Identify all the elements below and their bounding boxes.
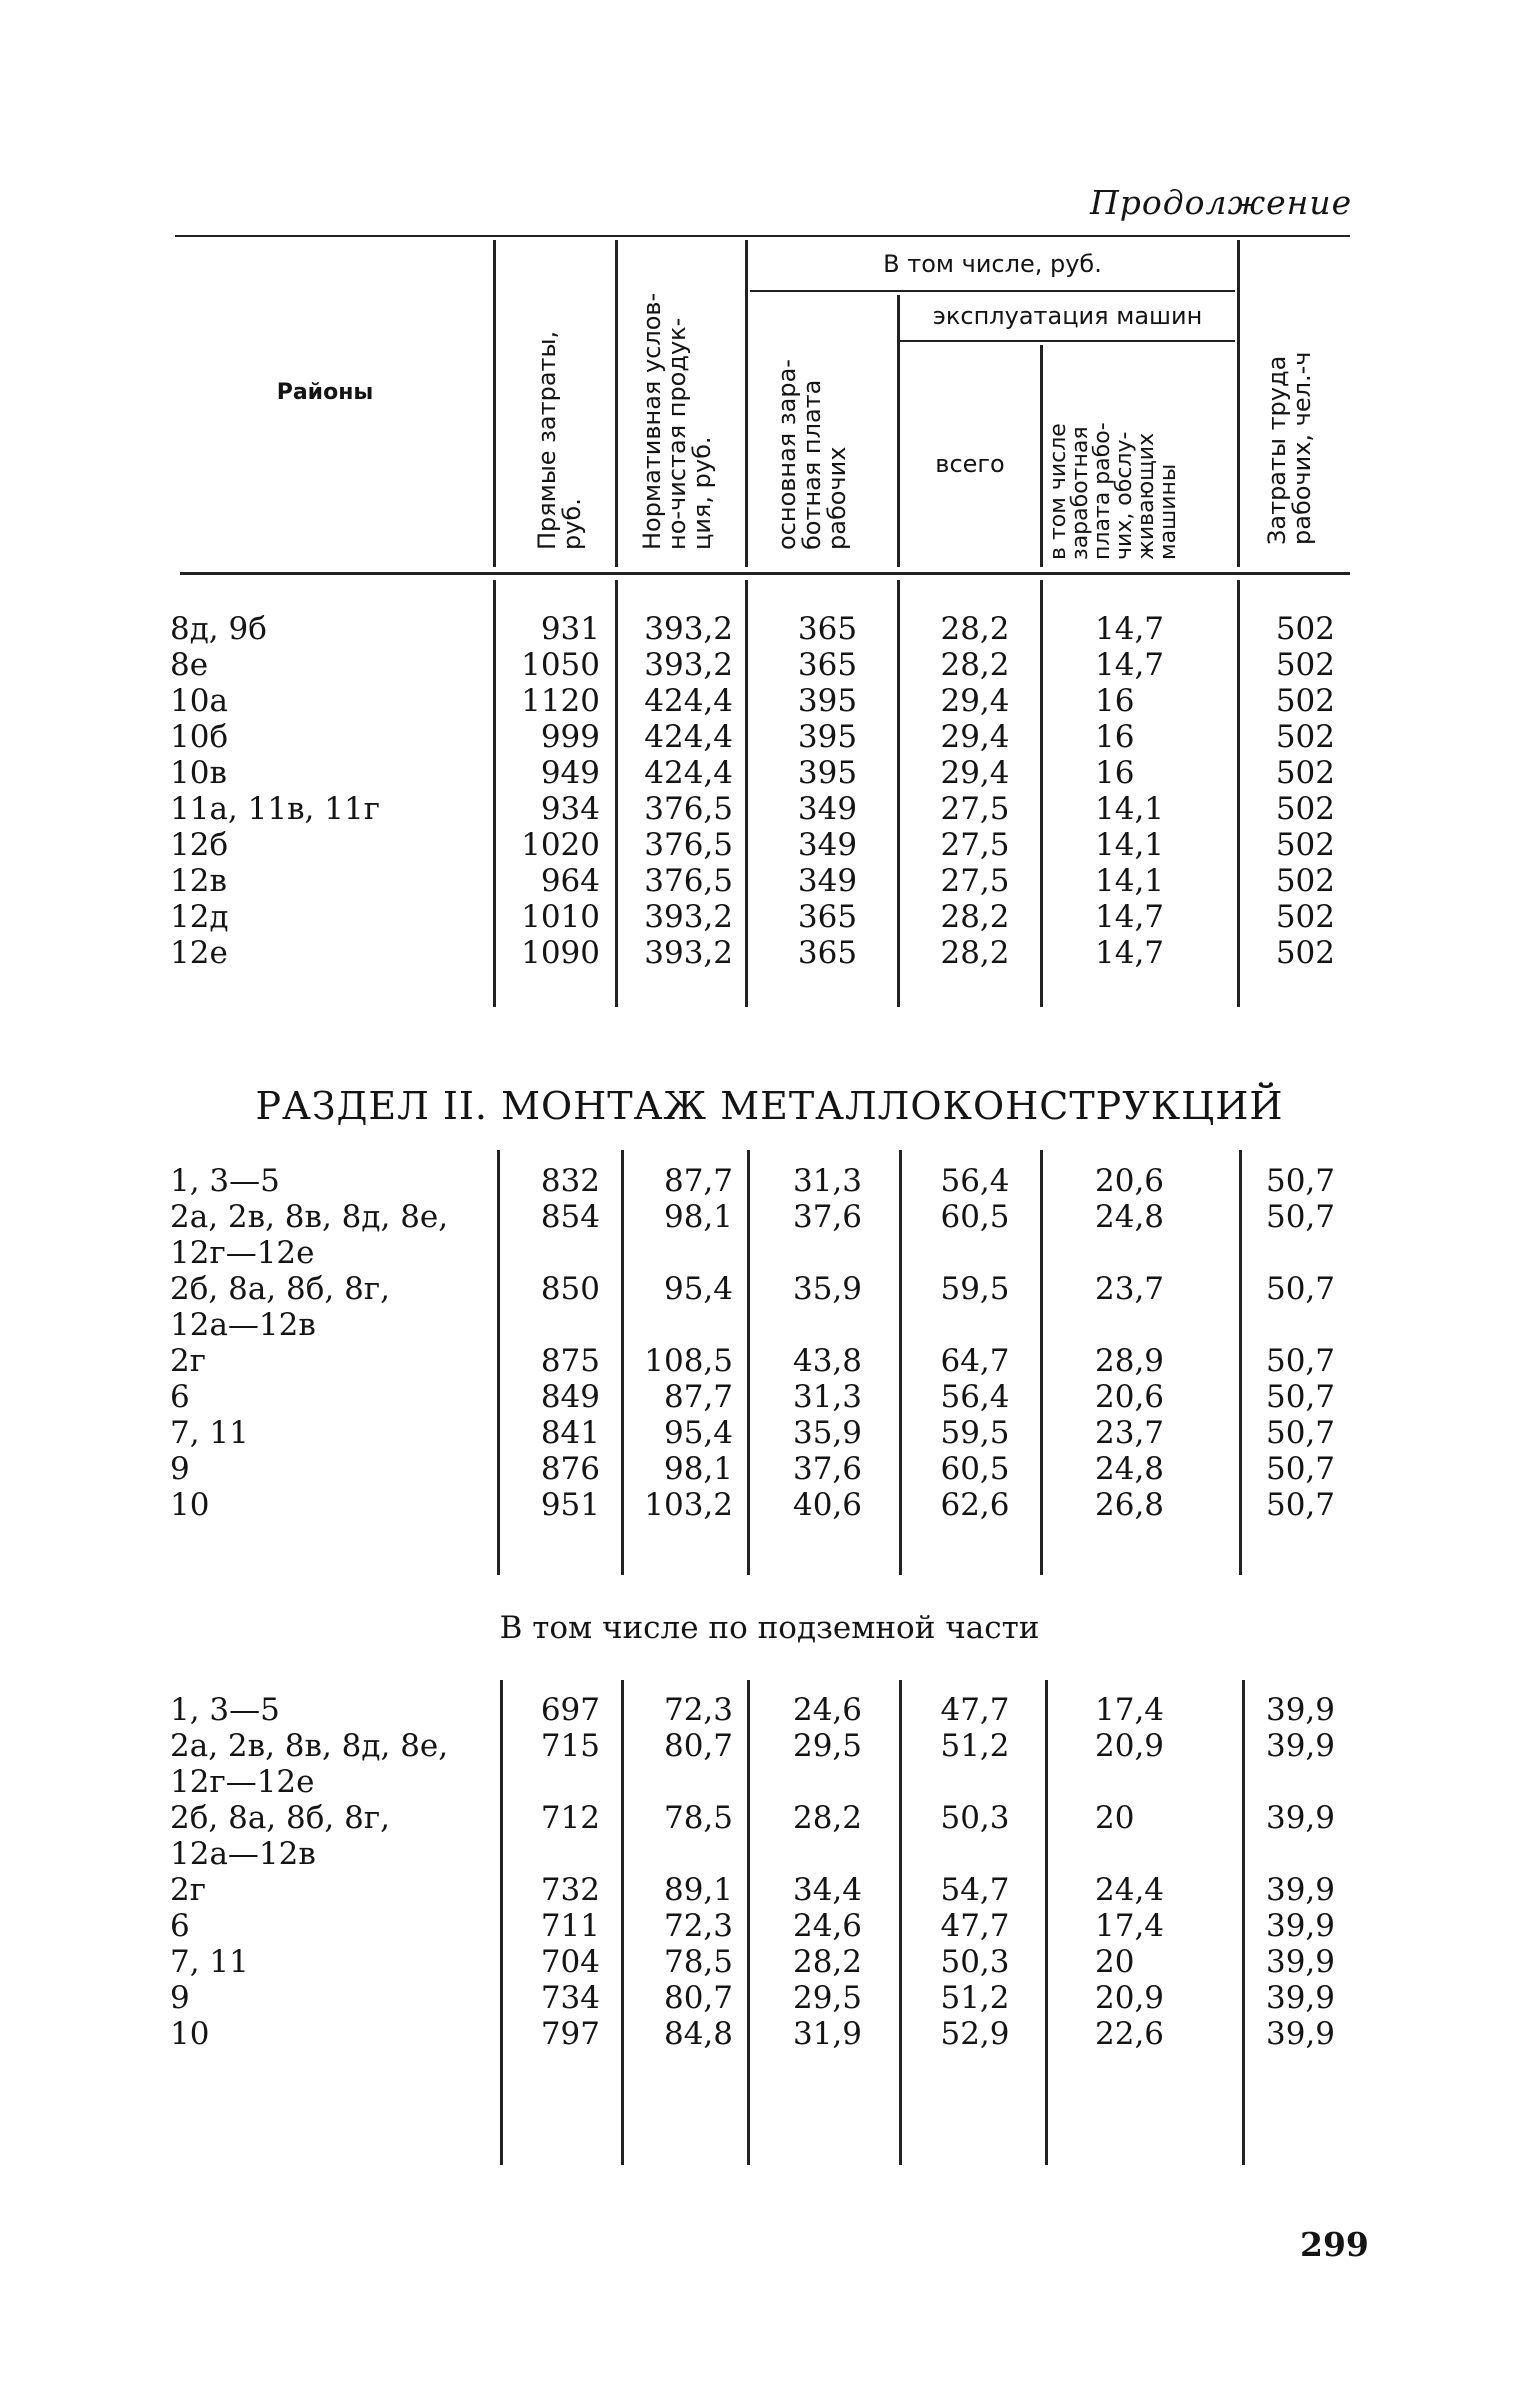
base-wage-cell: 365 — [797, 611, 858, 647]
labor-cell: 39,9 — [1265, 1980, 1335, 2016]
net-product-cell: 424,4 — [644, 683, 733, 719]
region-cell: 12в — [170, 863, 227, 899]
region-cell: 9 — [170, 1980, 190, 2016]
direct-costs-cell: 1120 — [521, 683, 600, 719]
machine-wage-cell: 26,8 — [1095, 1487, 1165, 1523]
machine-wage-cell: 24,4 — [1095, 1872, 1165, 1908]
labor-cell: 502 — [1275, 719, 1335, 755]
table-row — [0, 683, 1539, 719]
table-row — [0, 791, 1539, 827]
region-cell: 6 — [170, 1908, 190, 1944]
base-wage-cell: 31,3 — [792, 1163, 863, 1199]
net-product-cell: 424,4 — [644, 755, 733, 791]
machine-total-cell: 29,4 — [940, 719, 1010, 755]
net-product-cell: 98,1 — [663, 1199, 733, 1235]
machine-wage-cell: 20 — [1095, 1800, 1135, 1836]
net-product-cell: 393,2 — [644, 611, 733, 647]
region-cell: 8е — [170, 647, 209, 683]
page-number: 299 — [1300, 2225, 1369, 2264]
table-row — [0, 1487, 1539, 1523]
header-zp-line5: живающих — [1134, 432, 1159, 560]
region-cell: 12а—12в — [170, 1307, 316, 1343]
net-product-cell: 393,2 — [644, 935, 733, 971]
labor-cell: 39,9 — [1265, 1872, 1335, 1908]
base-wage-cell: 29,5 — [792, 1728, 863, 1764]
header-osnovnaya-line2: ботная плата — [798, 379, 826, 550]
region-cell: 12д — [170, 899, 229, 935]
machine-wage-cell: 14,7 — [1095, 647, 1165, 683]
header-osnovnaya — [775, 359, 850, 550]
net-product-cell: 424,4 — [644, 719, 733, 755]
table-row — [0, 1271, 1539, 1307]
header-rayony: Районы — [276, 380, 374, 405]
base-wage-cell: 349 — [797, 791, 858, 827]
base-wage-cell: 43,8 — [792, 1343, 863, 1379]
base-wage-cell: 28,2 — [792, 1800, 863, 1836]
base-wage-cell: 349 — [797, 863, 858, 899]
region-cell: 12б — [170, 827, 229, 863]
labor-cell: 50,7 — [1265, 1487, 1335, 1523]
header-vline-3 — [745, 240, 748, 567]
labor-cell: 39,9 — [1265, 1800, 1335, 1836]
net-product-cell: 98,1 — [663, 1451, 733, 1487]
labor-cell: 502 — [1275, 683, 1335, 719]
direct-costs-cell: 951 — [540, 1487, 600, 1523]
labor-cell: 39,9 — [1265, 1944, 1335, 1980]
base-wage-cell: 37,6 — [792, 1199, 863, 1235]
machine-wage-cell: 17,4 — [1095, 1908, 1165, 1944]
base-wage-cell: 37,6 — [792, 1451, 863, 1487]
base-wage-cell: 395 — [797, 683, 858, 719]
direct-costs-cell: 832 — [540, 1163, 600, 1199]
direct-costs-cell: 850 — [540, 1271, 600, 1307]
region-cell: 12г—12е — [170, 1764, 315, 1800]
direct-costs-cell: 964 — [540, 863, 600, 899]
base-wage-cell: 29,5 — [792, 1980, 863, 2016]
base-wage-cell: 35,9 — [792, 1415, 863, 1451]
table-row — [0, 1728, 1539, 1764]
header-normativnaya-line1: Нормативная услов- — [638, 292, 666, 550]
direct-costs-cell: 931 — [540, 611, 600, 647]
labor-cell: 502 — [1275, 611, 1335, 647]
table-row — [0, 1235, 1539, 1271]
machine-total-cell: 60,5 — [940, 1199, 1010, 1235]
table-row — [0, 2016, 1539, 2052]
region-cell: 10б — [170, 719, 229, 755]
net-product-cell: 72,3 — [663, 1692, 733, 1728]
table-row — [0, 899, 1539, 935]
machine-wage-cell: 14,1 — [1095, 827, 1165, 863]
machine-total-cell: 27,5 — [940, 827, 1010, 863]
machine-wage-cell: 20,9 — [1095, 1728, 1165, 1764]
labor-cell: 502 — [1275, 935, 1335, 971]
region-cell: 12е — [170, 935, 228, 971]
labor-cell: 502 — [1275, 863, 1335, 899]
direct-costs-cell: 949 — [540, 755, 600, 791]
machine-total-cell: 27,5 — [940, 791, 1010, 827]
region-cell: 2а, 2в, 8в, 8д, 8е, — [170, 1728, 449, 1764]
base-wage-cell: 349 — [797, 827, 858, 863]
labor-cell: 502 — [1275, 647, 1335, 683]
base-wage-cell: 24,6 — [792, 1908, 863, 1944]
table-row — [0, 647, 1539, 683]
net-product-cell: 78,5 — [663, 1800, 733, 1836]
table-row — [0, 755, 1539, 791]
net-product-cell: 80,7 — [663, 1728, 733, 1764]
table-row — [0, 611, 1539, 647]
direct-costs-cell: 697 — [540, 1692, 600, 1728]
region-cell: 2а, 2в, 8в, 8д, 8е, — [170, 1199, 449, 1235]
net-product-cell: 72,3 — [663, 1908, 733, 1944]
machine-total-cell: 59,5 — [940, 1415, 1010, 1451]
machine-wage-cell: 20,6 — [1095, 1379, 1165, 1415]
header-vline-4 — [897, 295, 900, 567]
machine-wage-cell: 16 — [1095, 683, 1135, 719]
region-cell: 9 — [170, 1451, 190, 1487]
labor-cell: 50,7 — [1265, 1415, 1335, 1451]
labor-cell: 502 — [1275, 827, 1335, 863]
net-product-cell: 376,5 — [644, 863, 733, 899]
region-cell: 12г—12е — [170, 1235, 315, 1271]
machine-total-cell: 54,7 — [940, 1872, 1010, 1908]
region-cell: 1, 3—5 — [170, 1692, 280, 1728]
region-cell: 2г — [170, 1343, 206, 1379]
direct-costs-cell: 934 — [540, 791, 600, 827]
direct-costs-cell: 1050 — [521, 647, 600, 683]
header-bottom-rule — [180, 572, 1350, 575]
region-cell: 10 — [170, 2016, 210, 2052]
region-cell: 7, 11 — [170, 1944, 249, 1980]
machine-wage-cell: 16 — [1095, 755, 1135, 791]
direct-costs-cell: 999 — [540, 719, 600, 755]
machine-total-cell: 56,4 — [940, 1163, 1010, 1199]
header-v-tom-chisle: В том числе, руб. — [883, 250, 1102, 278]
header-vline-5 — [1040, 345, 1043, 567]
table-row — [0, 1451, 1539, 1487]
direct-costs-cell: 715 — [540, 1728, 600, 1764]
machine-total-cell: 60,5 — [940, 1451, 1010, 1487]
header-sub-rule-1 — [750, 290, 1235, 292]
base-wage-cell: 34,4 — [792, 1872, 863, 1908]
machine-total-cell: 28,2 — [940, 899, 1010, 935]
header-zp-line1: в том числе — [1046, 423, 1071, 560]
machine-total-cell: 56,4 — [940, 1379, 1010, 1415]
machine-total-cell: 29,4 — [940, 683, 1010, 719]
net-product-cell: 80,7 — [663, 1980, 733, 2016]
net-product-cell: 393,2 — [644, 899, 733, 935]
direct-costs-cell: 876 — [540, 1451, 600, 1487]
header-osnovnaya-line3: рабочих — [823, 446, 851, 550]
machine-wage-cell: 14,1 — [1095, 791, 1165, 827]
machine-total-cell: 59,5 — [940, 1271, 1010, 1307]
table-row — [0, 1908, 1539, 1944]
table-row — [0, 1199, 1539, 1235]
direct-costs-cell: 704 — [540, 1944, 600, 1980]
header-ekspluatatsiya: эксплуатация машин — [932, 302, 1203, 330]
header-zatraty-truda — [1265, 352, 1315, 545]
header-zatraty-line1: Затраты труда — [1263, 355, 1291, 545]
continuation-label: Продолжение — [1090, 183, 1353, 222]
table-row — [0, 1944, 1539, 1980]
table-row — [0, 1415, 1539, 1451]
base-wage-cell: 395 — [797, 719, 858, 755]
table-row — [0, 719, 1539, 755]
machine-total-cell: 47,7 — [940, 1908, 1010, 1944]
section-title: РАЗДЕЛ II. МОНТАЖ МЕТАЛЛОКОНСТРУКЦИЙ — [255, 1084, 1284, 1128]
direct-costs-cell: 849 — [540, 1379, 600, 1415]
region-cell: 10в — [170, 755, 227, 791]
header-vline-2 — [615, 240, 618, 567]
machine-wage-cell: 23,7 — [1095, 1271, 1165, 1307]
subsection-title: В том числе по подземной части — [499, 1610, 1040, 1646]
table-row — [0, 1307, 1539, 1343]
direct-costs-cell: 875 — [540, 1343, 600, 1379]
direct-costs-cell: 732 — [540, 1872, 600, 1908]
machine-wage-cell: 14,7 — [1095, 611, 1165, 647]
header-pryamye — [535, 331, 585, 550]
net-product-cell: 376,5 — [644, 791, 733, 827]
machine-wage-cell: 20,6 — [1095, 1163, 1165, 1199]
base-wage-cell: 24,6 — [792, 1692, 863, 1728]
table-row — [0, 1836, 1539, 1872]
header-pryamye-line2: руб. — [558, 498, 586, 550]
region-cell: 1, 3—5 — [170, 1163, 280, 1199]
base-wage-cell: 365 — [797, 899, 858, 935]
header-normativnaya — [640, 293, 715, 550]
direct-costs-cell: 1090 — [521, 935, 600, 971]
labor-cell: 502 — [1275, 791, 1335, 827]
region-cell: 2г — [170, 1872, 206, 1908]
region-cell: 8д, 9б — [170, 611, 267, 647]
net-product-cell: 78,5 — [663, 1944, 733, 1980]
base-wage-cell: 395 — [797, 755, 858, 791]
labor-cell: 39,9 — [1265, 1728, 1335, 1764]
region-cell: 10 — [170, 1487, 210, 1523]
machine-wage-cell: 22,6 — [1095, 2016, 1165, 2052]
table-row — [0, 935, 1539, 971]
table-row — [0, 1764, 1539, 1800]
machine-total-cell: 50,3 — [940, 1800, 1010, 1836]
net-product-cell: 89,1 — [663, 1872, 733, 1908]
machine-total-cell: 28,2 — [940, 935, 1010, 971]
labor-cell: 50,7 — [1265, 1271, 1335, 1307]
machine-wage-cell: 14,1 — [1095, 863, 1165, 899]
machine-wage-cell: 14,7 — [1095, 935, 1165, 971]
machine-total-cell: 50,3 — [940, 1944, 1010, 1980]
direct-costs-cell: 854 — [540, 1199, 600, 1235]
base-wage-cell: 365 — [797, 935, 858, 971]
base-wage-cell: 31,3 — [792, 1379, 863, 1415]
machine-total-cell: 28,2 — [940, 647, 1010, 683]
table-row — [0, 1343, 1539, 1379]
labor-cell: 50,7 — [1265, 1163, 1335, 1199]
machine-total-cell: 64,7 — [940, 1343, 1010, 1379]
region-cell: 10а — [170, 683, 228, 719]
net-product-cell: 108,5 — [644, 1343, 733, 1379]
header-vline-1 — [493, 240, 496, 567]
region-cell: 2б, 8а, 8б, 8г, — [170, 1800, 390, 1836]
labor-cell: 502 — [1275, 755, 1335, 791]
machine-wage-cell: 16 — [1095, 719, 1135, 755]
labor-cell: 39,9 — [1265, 1692, 1335, 1728]
header-vline-6 — [1237, 240, 1240, 567]
region-cell: 12а—12в — [170, 1836, 316, 1872]
machine-total-cell: 52,9 — [940, 2016, 1010, 2052]
machine-total-cell: 29,4 — [940, 755, 1010, 791]
table-row — [0, 1692, 1539, 1728]
header-osnovnaya-line1: основная зара- — [773, 359, 801, 550]
base-wage-cell: 28,2 — [792, 1944, 863, 1980]
header-zp-line4: чих, обслу- — [1112, 431, 1137, 560]
labor-cell: 50,7 — [1265, 1199, 1335, 1235]
machine-total-cell: 47,7 — [940, 1692, 1010, 1728]
net-product-cell: 103,2 — [644, 1487, 733, 1523]
region-cell: 11а, 11в, 11г — [170, 791, 380, 827]
region-cell: 2б, 8а, 8б, 8г, — [170, 1271, 390, 1307]
machine-wage-cell: 23,7 — [1095, 1415, 1165, 1451]
labor-cell: 50,7 — [1265, 1343, 1335, 1379]
net-product-cell: 393,2 — [644, 647, 733, 683]
net-product-cell: 84,8 — [663, 2016, 733, 2052]
net-product-cell: 87,7 — [663, 1163, 733, 1199]
direct-costs-cell: 1010 — [521, 899, 600, 935]
base-wage-cell: 40,6 — [792, 1487, 863, 1523]
labor-cell: 50,7 — [1265, 1379, 1335, 1415]
base-wage-cell: 31,9 — [792, 2016, 863, 2052]
machine-wage-cell: 20,9 — [1095, 1980, 1165, 2016]
base-wage-cell: 365 — [797, 647, 858, 683]
header-zp-line2: заработная — [1068, 426, 1093, 560]
net-product-cell: 376,5 — [644, 827, 733, 863]
machine-wage-cell: 24,8 — [1095, 1451, 1165, 1487]
header-normativnaya-line2: но-чистая продук- — [663, 317, 691, 550]
direct-costs-cell: 712 — [540, 1800, 600, 1836]
machine-total-cell: 51,2 — [940, 1728, 1010, 1764]
direct-costs-cell: 797 — [540, 2016, 600, 2052]
net-product-cell: 95,4 — [663, 1415, 733, 1451]
table-row — [0, 827, 1539, 863]
machine-wage-cell: 17,4 — [1095, 1692, 1165, 1728]
labor-cell: 39,9 — [1265, 1908, 1335, 1944]
region-cell: 7, 11 — [170, 1415, 249, 1451]
machine-wage-cell: 20 — [1095, 1944, 1135, 1980]
machine-wage-cell: 24,8 — [1095, 1199, 1165, 1235]
table-row — [0, 1800, 1539, 1836]
region-cell: 6 — [170, 1379, 190, 1415]
direct-costs-cell: 711 — [540, 1908, 600, 1944]
table-row — [0, 863, 1539, 899]
net-product-cell: 95,4 — [663, 1271, 733, 1307]
header-v-tom-chisle-zp — [1048, 422, 1180, 560]
machine-total-cell: 27,5 — [940, 863, 1010, 899]
labor-cell: 502 — [1275, 899, 1335, 935]
labor-cell: 39,9 — [1265, 2016, 1335, 2052]
header-zp-line6: машины — [1156, 463, 1181, 560]
header-zp-line3: плата рабо- — [1090, 422, 1115, 560]
header-sub-rule-2 — [900, 340, 1235, 342]
header-zatraty-line2: рабочих, чел.-ч — [1288, 351, 1316, 545]
direct-costs-cell: 734 — [540, 1980, 600, 2016]
machine-wage-cell: 28,9 — [1095, 1343, 1165, 1379]
machine-total-cell: 28,2 — [940, 611, 1010, 647]
machine-total-cell: 62,6 — [940, 1487, 1010, 1523]
table-row — [0, 1872, 1539, 1908]
net-product-cell: 87,7 — [663, 1379, 733, 1415]
labor-cell: 50,7 — [1265, 1451, 1335, 1487]
direct-costs-cell: 1020 — [521, 827, 600, 863]
machine-total-cell: 51,2 — [940, 1980, 1010, 2016]
header-pryamye-line1: Прямые затраты, — [533, 330, 561, 550]
table-row — [0, 1980, 1539, 2016]
machine-wage-cell: 14,7 — [1095, 899, 1165, 935]
header-top-rule — [175, 235, 1350, 237]
header-normativnaya-line3: ция, руб. — [688, 436, 716, 550]
base-wage-cell: 35,9 — [792, 1271, 863, 1307]
direct-costs-cell: 841 — [540, 1415, 600, 1451]
header-vsego: всего — [935, 450, 1005, 478]
table-row — [0, 1163, 1539, 1199]
table-row — [0, 1379, 1539, 1415]
